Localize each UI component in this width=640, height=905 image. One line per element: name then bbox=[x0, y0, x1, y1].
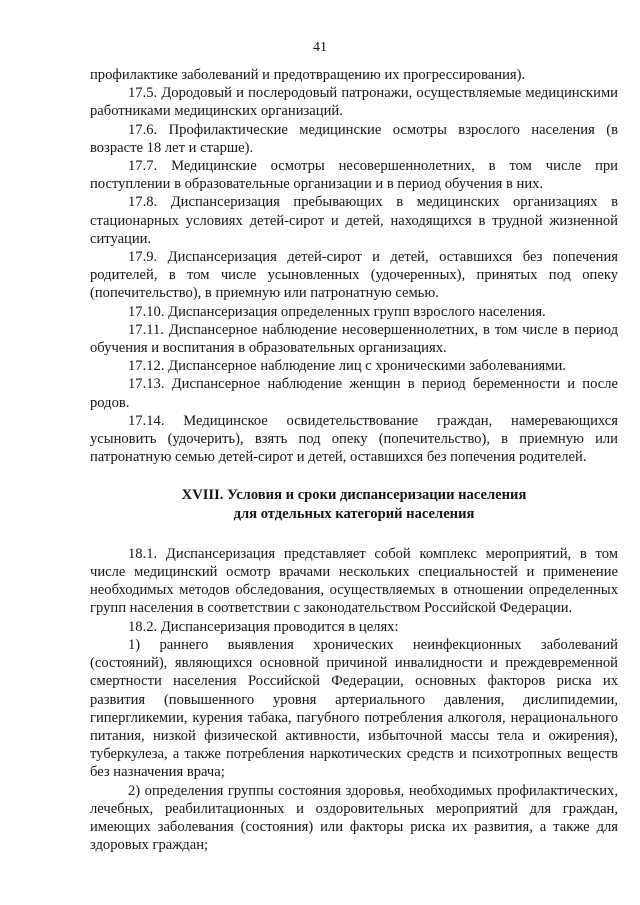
page-number: 41 bbox=[313, 40, 327, 55]
paragraph-18-1: 18.1. Диспансеризация представляет собой комплекс мероприятий, в том числе медицинский осмотр врачами нескольких специальностей и применение необходимых методов обследования, осуществляемых в отношении определенных групп населения в соответствии с законодательством Российской Федерации. bbox=[90, 545, 618, 617]
paragraph-continuation: профилактике заболеваний и предотвращению их прогрессирования). bbox=[90, 67, 526, 83]
section-heading-line-2: для отдельных категорий населения bbox=[233, 505, 475, 522]
paragraph-17-8: 17.8. Диспансеризация пребывающих в медицинских организациях в стационарных условиях детей-сирот и детей, находящихся в трудной жизненной ситуации. bbox=[90, 194, 618, 247]
section-heading bbox=[90, 486, 618, 522]
paragraph-17-6: 17.6. Профилактические медицинские осмотры взрослого населения (в возрасте 18 лет и старше). bbox=[90, 121, 618, 156]
document-body bbox=[90, 66, 618, 854]
paragraph-18-2: 18.2. Диспансеризация проводится в целях: bbox=[128, 618, 399, 635]
paragraph-17-14: 17.14. Медицинское освидетельствование граждан, намеревающихся усыновить (удочерить), взять под опеку (попечительство), в приемную или патронатную семью детей-сирот и детей, оставшихся без попечения родителей. bbox=[90, 412, 618, 466]
paragraph-17-13: 17.13. Диспансерное наблюдение женщин в период беременности и после родов. bbox=[90, 376, 618, 411]
section-heading-line-1: XVIII. Условия и сроки диспансеризации населения bbox=[181, 487, 527, 504]
paragraph-17-11: 17.11. Диспансерное наблюдение несовершеннолетних, в том числе в период обучения и воспитания в образовательных организациях. bbox=[90, 321, 618, 357]
paragraph-17-7: 17.7. Медицинские осмотры несовершеннолетних, в том числе при поступлении в образовательные организации и в период обучения в них. bbox=[90, 158, 618, 193]
paragraph-17-10: 17.10. Диспансеризация определенных групп взрослого населения. bbox=[128, 303, 546, 320]
paragraph-17-5: 17.5. Дородовый и послеродовый патронажи, осуществляемые медицинскими работниками медицинских организаций. bbox=[90, 85, 618, 120]
list-item-1: 1) раннего выявления хронических неинфекционных заболеваний (состояний), являющихся основной причиной инвалидности и преждевременной смертности населения Российской Федерации, основных факторов риска их развития (повышенного уровня артериального давления, дислипидемии, гипергликемии, курения табака, пагубного потребления алкоголя, нерационального питания, низкой физической активности, избыточной массы тела и ожирения), туберкулеза, а также потребления наркотических средств и психотропных веществ без назначения врача; bbox=[90, 636, 618, 781]
paragraph-17-12: 17.12. Диспансерное наблюдение лиц с хроническими заболеваниями. bbox=[128, 358, 566, 375]
paragraph-17-9: 17.9. Диспансеризация детей-сирот и детей, оставшихся без попечения родителей, в том числе усыновленных (удочеренных), принятых под опеку (попечительство), в приемную или патронатную семью. bbox=[90, 249, 618, 302]
list-item-2: 2) определения группы состояния здоровья, необходимых профилактических, лечебных, реабилитационных и оздоровительных мероприятий для граждан, имеющих заболевания (состояния) или факторы риска их развития, а также для здоровых граждан; bbox=[90, 782, 618, 854]
